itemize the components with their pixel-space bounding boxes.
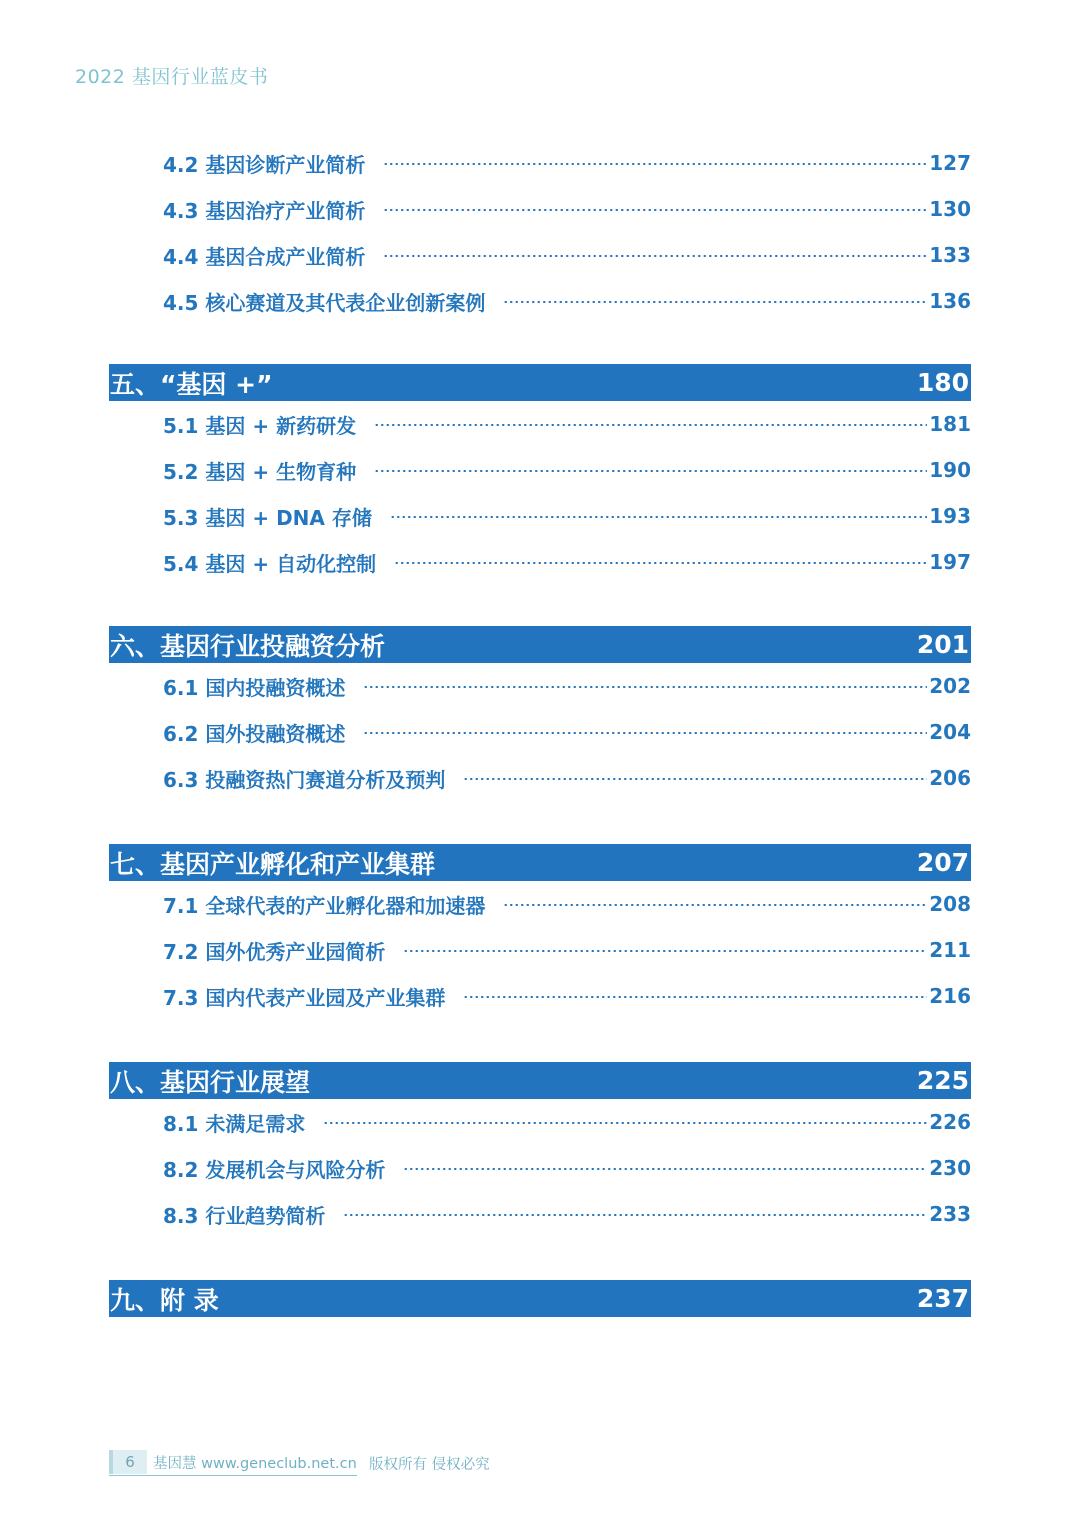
section-title: 九、附 录 (110, 1285, 219, 1315)
toc-group-ch5 (109, 401, 971, 585)
toc-entry-page: 230 (929, 1156, 971, 1180)
toc-entry-page: 127 (929, 151, 971, 175)
toc-section-ch5[interactable] (109, 364, 971, 401)
dot-leader (383, 209, 927, 211)
toc-entry-label: 4.5 核心赛道及其代表企业创新案例 (163, 290, 486, 315)
toc-group-ch6 (109, 663, 971, 801)
toc-entry-page: 130 (929, 197, 971, 221)
page-footer (109, 1449, 490, 1475)
toc-entry-page: 233 (929, 1202, 971, 1226)
toc-entry-label: 6.1 国内投融资概述 (163, 675, 346, 700)
toc-entry-5-3[interactable] (109, 493, 971, 539)
dot-leader (463, 778, 927, 780)
toc-entry-label: 7.2 国外优秀产业园简析 (163, 939, 386, 964)
section-page: 207 (916, 848, 969, 877)
dot-leader (374, 424, 927, 426)
dot-leader (403, 950, 927, 952)
toc-entry-label: 7.3 国内代表产业园及产业集群 (163, 985, 446, 1010)
toc-group-ch4 (109, 140, 971, 324)
toc-entry-5-1[interactable] (109, 401, 971, 447)
dot-leader (343, 1214, 927, 1216)
toc-entry-7-3[interactable] (109, 973, 971, 1019)
dot-leader (503, 301, 927, 303)
toc-entry-label: 5.3 基因 + DNA 存储 (163, 505, 372, 530)
toc-entry-7-1[interactable] (109, 881, 971, 927)
dot-leader (363, 732, 927, 734)
section-title: 八、基因行业展望 (110, 1067, 311, 1097)
toc-section-ch9[interactable] (109, 1280, 971, 1317)
toc-entry-8-2[interactable] (109, 1145, 971, 1191)
toc-entry-page: 136 (929, 289, 971, 313)
toc-section-ch8[interactable] (109, 1062, 971, 1099)
toc-entry-page: 197 (929, 550, 971, 574)
dot-leader (363, 686, 927, 688)
toc-entry-6-2[interactable] (109, 709, 971, 755)
toc-entry-page: 202 (929, 674, 971, 698)
toc-entry-page: 206 (929, 766, 971, 790)
section-title: 六、基因行业投融资分析 (110, 631, 386, 661)
toc-group-ch7 (109, 881, 971, 1019)
toc-entry-label: 5.2 基因 + 生物育种 (163, 459, 357, 484)
toc-entry-page: 190 (929, 458, 971, 482)
section-page: 201 (916, 630, 969, 659)
toc-entry-5-2[interactable] (109, 447, 971, 493)
toc-entry-4-2[interactable] (109, 140, 971, 186)
toc-entry-label: 4.4 基因合成产业简析 (163, 244, 366, 269)
toc-entry-label: 8.3 行业趋势简析 (163, 1203, 326, 1228)
toc-entry-page: 133 (929, 243, 971, 267)
toc-entry-8-3[interactable] (109, 1191, 971, 1237)
toc-entry-6-1[interactable] (109, 663, 971, 709)
toc-group-ch8 (109, 1099, 971, 1237)
section-title: 五、“基因 +” (110, 369, 273, 399)
section-title: 七、基因产业孵化和产业集群 (110, 849, 436, 879)
toc-entry-label: 4.2 基因诊断产业简析 (163, 152, 366, 177)
footer-rights: 版权所有 侵权必究 (369, 1457, 490, 1473)
toc-entry-label: 6.3 投融资热门赛道分析及预判 (163, 767, 446, 792)
table-of-contents (109, 140, 971, 1317)
footer-divider (109, 1475, 357, 1476)
toc-entry-7-2[interactable] (109, 927, 971, 973)
toc-entry-page: 181 (929, 412, 971, 436)
dot-leader (383, 163, 927, 165)
toc-entry-6-3[interactable] (109, 755, 971, 801)
toc-entry-label: 5.1 基因 + 新药研发 (163, 413, 357, 438)
section-page: 180 (916, 368, 969, 397)
header-title: 2022 基因行业蓝皮书 (75, 66, 269, 88)
toc-section-ch7[interactable] (109, 844, 971, 881)
toc-entry-page: 211 (929, 938, 971, 962)
toc-entry-label: 5.4 基因 + 自动化控制 (163, 551, 377, 576)
toc-entry-label: 7.1 全球代表的产业孵化器和加速器 (163, 893, 486, 918)
dot-leader (463, 996, 927, 998)
toc-entry-page: 226 (929, 1110, 971, 1134)
toc-entry-4-5[interactable] (109, 278, 971, 324)
dot-leader (403, 1168, 927, 1170)
toc-entry-4-3[interactable] (109, 186, 971, 232)
footer-site[interactable]: 基因慧 www.geneclub.net.cn (153, 1455, 357, 1472)
toc-entry-label: 4.3 基因治疗产业简析 (163, 198, 366, 223)
dot-leader (323, 1122, 927, 1124)
toc-section-ch6[interactable] (109, 626, 971, 663)
dot-leader (390, 516, 927, 518)
dot-leader (394, 562, 927, 564)
dot-leader (383, 255, 927, 257)
toc-entry-label: 6.2 国外投融资概述 (163, 721, 346, 746)
toc-entry-page: 193 (929, 504, 971, 528)
toc-entry-5-4[interactable] (109, 539, 971, 585)
toc-entry-label: 8.2 发展机会与风险分析 (163, 1157, 386, 1182)
toc-entry-page: 216 (929, 984, 971, 1008)
toc-entry-page: 208 (929, 892, 971, 916)
toc-entry-page: 204 (929, 720, 971, 744)
toc-entry-8-1[interactable] (109, 1099, 971, 1145)
section-page: 225 (916, 1066, 969, 1095)
section-page: 237 (916, 1284, 969, 1313)
toc-entry-label: 8.1 未满足需求 (163, 1111, 306, 1136)
dot-leader (503, 904, 927, 906)
page-number: 6 (109, 1450, 147, 1474)
toc-entry-4-4[interactable] (109, 232, 971, 278)
dot-leader (374, 470, 927, 472)
